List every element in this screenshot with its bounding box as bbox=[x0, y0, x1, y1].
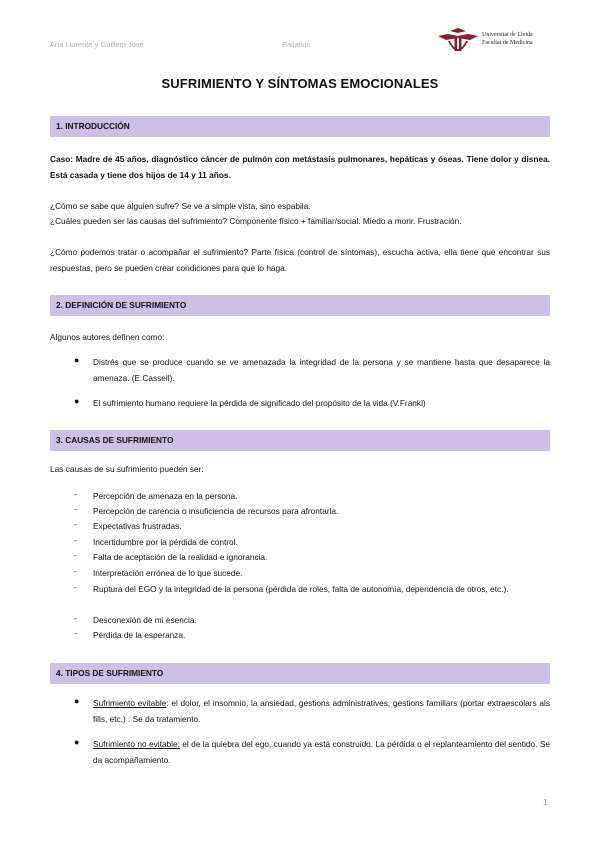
page-number: 1 bbox=[543, 798, 548, 807]
type-text: : el dolor, el insomnio, la ansiedad, gestions administratives, gestions familiars (portar extraescolars als fills, etc.) . Se da tratamiento. bbox=[93, 698, 550, 724]
dash-bullet: - bbox=[74, 489, 77, 499]
cause-item: Desconexión de mi esencia. bbox=[93, 615, 197, 625]
dash-bullet: - bbox=[74, 504, 77, 514]
section-heading-causas: 3. CAUSAS DE SUFRIMIENTO bbox=[50, 430, 550, 451]
type-term: Sufrimiento evitable bbox=[93, 698, 167, 708]
cause-item: Percepción de carencia o insuficiencia de recursos para afrontarla. bbox=[93, 506, 339, 516]
intro-question-1: ¿Cómo se sabe que alguien sufre? Se ve a simple vista, sino espabila. bbox=[50, 201, 311, 211]
header-course: Paliatius bbox=[282, 40, 311, 49]
dash-bullet: - bbox=[74, 519, 77, 529]
cause-item: Falta de aceptación de la realidad e ignorancia. bbox=[93, 552, 268, 562]
type-text: el de la quiebra del ego, cuando ya está construido. La pérdida o el replanteamiento del sentido. Se da acompañamiento. bbox=[93, 739, 550, 765]
cause-item: Ruptura del EGO y la integridad de la persona (pérdida de roles, falta de autonomía, dependencia de otros, etc.). bbox=[93, 584, 509, 594]
dash-bullet: - bbox=[74, 566, 77, 576]
cause-item: Percepción de amenaza en la persona. bbox=[93, 491, 238, 501]
dash-bullet: - bbox=[74, 550, 77, 560]
section-heading-introduccion: 1. INTRODUCCIÓN bbox=[50, 116, 550, 137]
intro-question-2: ¿Cuáles pueden ser las causas del sufrimiento? Componente físico + familiar/social. Miedo a morir. Frustración. bbox=[50, 216, 462, 226]
section-heading-tipos: 4. TIPOS DE SUFRIMIENTO bbox=[50, 663, 550, 684]
intro-question-3: ¿Cómo podemos tratar o acompañar el sufrimiento? Parte física (control de síntomas), escucha activa, ella tiene que encontrar sus respuestas, pero se pueden crear condiciones para que lo haga. bbox=[50, 247, 550, 273]
bullet-icon: ● bbox=[74, 696, 80, 706]
header-authors: Ana Llorente y Guillem Jové bbox=[50, 40, 144, 49]
section-heading-definicion: 2. DEFINICIÓN DE SUFRIMIENTO bbox=[50, 295, 550, 316]
definition-bullet-2: El sufrimiento humano requiere la pérdida de significado del propósito de la vida (V.Frankl) bbox=[93, 398, 426, 408]
definition-lead: Algunos autores definen como: bbox=[50, 332, 165, 342]
definition-bullet-1: Distrés que se produce cuando se ve amenazada la integridad de la persona y se mantiene hasta que desaparece la amenaza. (E.Cassell). bbox=[93, 357, 550, 383]
intro-case: Caso: Madre de 45 años, diagnóstico cáncer de pulmón con metástasis pulmonares, hepáticas y óseas. Tiene dolor y disnea. Está casada y tiene dos hijos de 14 y 11 años. bbox=[50, 154, 550, 180]
logo-line-2: Facultat de Medicina bbox=[482, 40, 533, 46]
cause-item: Incertidumbre por la pérdida de control. bbox=[93, 537, 238, 547]
university-logo-icon bbox=[436, 27, 480, 57]
bullet-icon: ● bbox=[74, 396, 80, 406]
dash-bullet: - bbox=[74, 613, 77, 623]
logo-line-1: Universitat de Lleida bbox=[482, 32, 533, 38]
cause-item: Expectativas frustradas. bbox=[93, 521, 182, 531]
type-item-no-evitable bbox=[93, 737, 550, 768]
type-item-evitable bbox=[93, 696, 550, 727]
page-title: SUFRIMIENTO Y SÍNTOMAS EMOCIONALES bbox=[161, 76, 439, 91]
bullet-icon: ● bbox=[74, 355, 80, 365]
dash-bullet: - bbox=[74, 582, 77, 592]
dash-bullet: - bbox=[74, 628, 77, 638]
bullet-icon: ● bbox=[74, 737, 80, 747]
causes-lead: Las causas de su sufrimiento pueden ser: bbox=[50, 464, 204, 474]
cause-item: Interpretación errónea de lo que sucede. bbox=[93, 568, 243, 578]
cause-item: Pérdida de la esperanza. bbox=[93, 630, 186, 640]
dash-bullet: - bbox=[74, 535, 77, 545]
type-term: Sufrimiento no evitable: bbox=[93, 739, 180, 749]
